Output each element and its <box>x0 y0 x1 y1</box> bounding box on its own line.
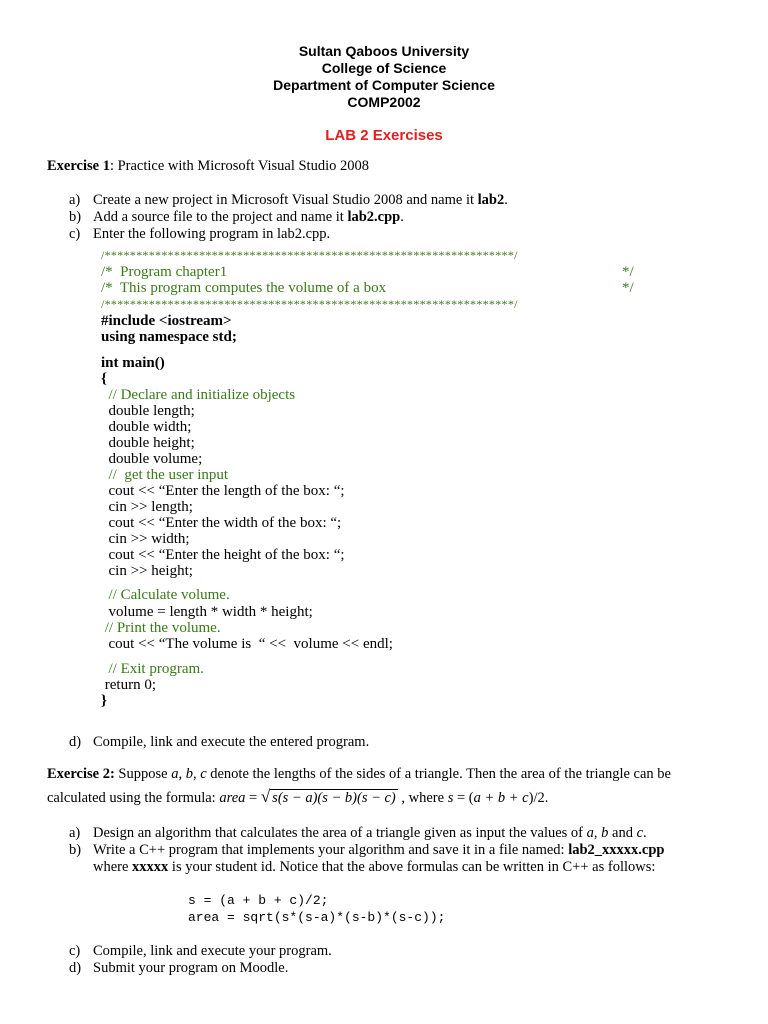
ex1-item-d: d) Compile, link and execute the entered program. <box>69 734 370 750</box>
code-line: double height; <box>101 435 195 451</box>
code-comment-input: // get the user input <box>101 467 229 483</box>
code-brace-open: { <box>101 371 107 387</box>
ex1-item-a: a) Create a new project in Microsoft Visual Studio 2008 and name it lab2. <box>69 192 508 208</box>
radical-sign: √ <box>260 787 271 806</box>
ex2-item-a: a) Design an algorithm that calculates the area of a triangle given as input the values of a, b and c. <box>69 825 647 841</box>
code-line: double length; <box>101 403 195 419</box>
exercise-1-text: : Practice with Microsoft Visual Studio 2008 <box>109 158 369 174</box>
department-name: Department of Computer Science <box>273 77 495 93</box>
code-line: cin >> width; <box>101 531 190 547</box>
sqrt-expression: s(s − a)(s − b)(s − c) <box>272 790 396 806</box>
cpp-code-line-2: area = sqrt(s*(s-a)*(s-b)*(s-c)); <box>188 910 446 925</box>
ex2-item-b: b) Write a C++ program that implements your algorithm and save it in a file named: lab2_xxxxx.cpp <box>69 842 665 858</box>
code-comment-1: /* Program chapter1 <box>101 264 228 280</box>
code-line: double volume; <box>101 451 203 467</box>
code-brace-close: } <box>101 693 107 709</box>
code-comment-print: // Print the volume. <box>101 620 221 636</box>
exercise-1-label: Exercise 1 <box>47 158 110 174</box>
code-comment-calc: // Calculate volume. <box>101 587 230 603</box>
lab-title: LAB 2 Exercises <box>325 127 443 144</box>
code-line: double width; <box>101 419 192 435</box>
code-comment-exit: // Exit program. <box>101 661 204 677</box>
university-name: Sultan Qaboos University <box>298 43 470 59</box>
code-comment-declare: // Declare and initialize objects <box>101 387 296 403</box>
cpp-code-line-1: s = (a + b + c)/2; <box>188 893 329 908</box>
course-code: COMP2002 <box>347 94 421 110</box>
code-line: cout << “The volume is “ << volume << endl; <box>101 636 393 652</box>
code-line: return 0; <box>101 677 156 693</box>
code-line: cout << “Enter the length of the box: “; <box>101 483 345 499</box>
exercise-1-intro <box>47 158 369 175</box>
ex1-item-b: b) Add a source file to the project and name it lab2.cpp. <box>69 209 404 225</box>
college-name: College of Science <box>321 60 447 76</box>
code-comment-2-close: */ <box>622 280 634 296</box>
code-include: #include <iostream> <box>101 313 232 329</box>
code-line: volume = length * width * height; <box>101 604 313 620</box>
exercise-2-intro: Exercise 2: Suppose a, b, c denote the lengths of the sides of a triangle. Then the area of the triangle can be <box>47 766 671 782</box>
code-comment-2: /* This program computes the volume of a box <box>101 280 387 296</box>
ex2-item-b-line2: where xxxxx is your student id. Notice that the above formulas can be written in C++ as follows: <box>93 859 656 875</box>
ex1-item-c: c) Enter the following program in lab2.cpp. <box>69 226 331 242</box>
code-line: cout << “Enter the height of the box: “; <box>101 547 345 563</box>
code-comment-1-close: */ <box>622 264 634 280</box>
ex2-item-c: c) Compile, link and execute your program. <box>69 943 332 959</box>
code-line: cout << “Enter the width of the box: “; <box>101 515 342 531</box>
exercise-2-label: Exercise 2: <box>47 766 115 782</box>
code-stars-top: /*****************************************************************/ <box>101 248 518 262</box>
ex2-item-d: d) Submit your program on Moodle. <box>69 960 289 976</box>
code-line: cin >> height; <box>101 563 193 579</box>
code-stars-bottom: /*****************************************************************/ <box>101 297 518 311</box>
code-line: cin >> length; <box>101 499 193 515</box>
code-using: using namespace std; <box>101 329 237 345</box>
area-formula-line: calculated using the formula: area = √ s(s − a)(s − b)(s − c) , where s = (a + b + c)/2. <box>47 787 549 806</box>
code-main: int main() <box>101 355 165 371</box>
